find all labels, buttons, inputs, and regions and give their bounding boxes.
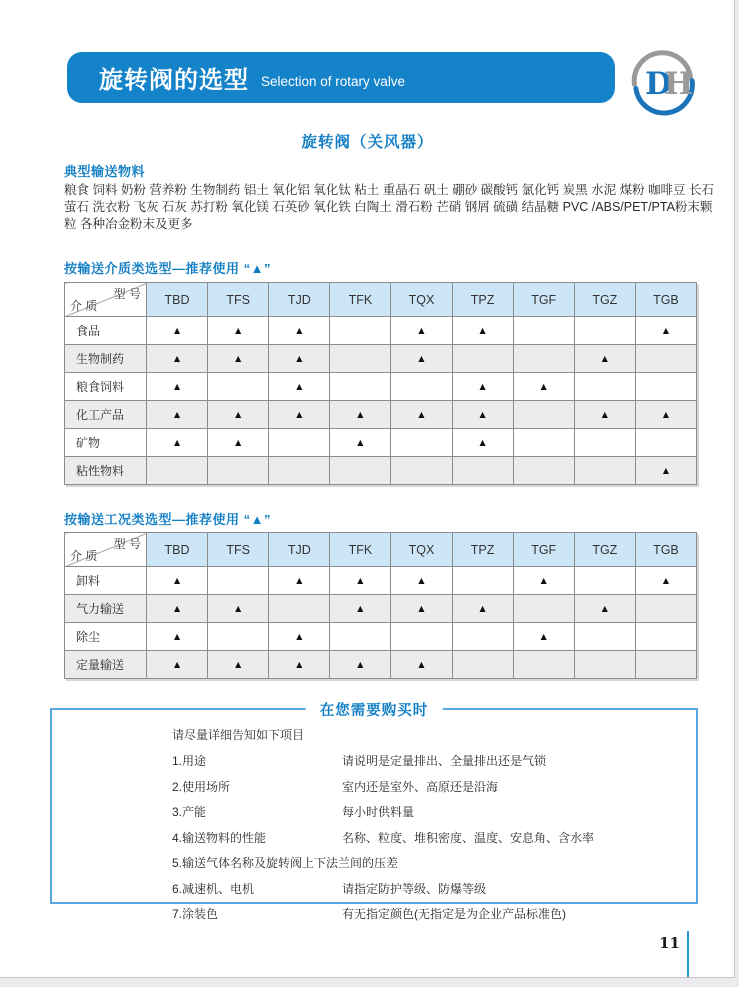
- empty-cell: [330, 623, 391, 651]
- recommend-mark: ▲: [147, 567, 208, 595]
- row-label: 食品: [65, 317, 147, 345]
- empty-cell: [513, 457, 574, 485]
- page-number: 11: [659, 934, 680, 952]
- empty-cell: [452, 345, 513, 373]
- recommend-mark: ▲: [147, 373, 208, 401]
- recommend-mark: ▲: [147, 623, 208, 651]
- table-corner-cell: [65, 533, 147, 567]
- column-header-tfs: TFS: [208, 283, 269, 317]
- empty-cell: [513, 317, 574, 345]
- column-header-tpz: TPZ: [452, 533, 513, 567]
- empty-cell: [452, 457, 513, 485]
- recommend-mark: ▲: [208, 345, 269, 373]
- corner-label-model: 型 号: [113, 287, 141, 301]
- empty-cell: [330, 317, 391, 345]
- purchase-item-value: 每小时供料量: [342, 805, 415, 819]
- recommend-mark: ▲: [452, 317, 513, 345]
- recommend-mark: ▲: [269, 317, 330, 345]
- purchase-item: [172, 854, 696, 871]
- purchase-item-value: 请指定防护等级、防爆等级: [342, 881, 487, 896]
- recommend-mark: ▲: [452, 429, 513, 457]
- media-selection-table: [64, 282, 697, 485]
- table-row: [65, 401, 697, 429]
- purchase-item: [172, 778, 696, 795]
- column-header-tgz: TGZ: [574, 283, 635, 317]
- table-row: [65, 457, 697, 485]
- recommend-mark: ▲: [147, 429, 208, 457]
- empty-cell: [330, 457, 391, 485]
- empty-cell: [330, 373, 391, 401]
- column-header-tqx: TQX: [391, 533, 452, 567]
- purchase-item-label: 7.涂装色: [172, 907, 219, 921]
- recommend-mark: ▲: [208, 401, 269, 429]
- table-row: [65, 623, 697, 651]
- empty-cell: [208, 567, 269, 595]
- empty-cell: [635, 429, 696, 457]
- empty-cell: [452, 623, 513, 651]
- logo-letter-d: D: [645, 66, 672, 102]
- empty-cell: [208, 373, 269, 401]
- empty-cell: [208, 623, 269, 651]
- table-row: [65, 595, 697, 623]
- recommend-mark: ▲: [452, 595, 513, 623]
- recommend-mark: ▲: [391, 317, 452, 345]
- recommend-mark: ▲: [269, 651, 330, 679]
- recommend-mark: ▲: [574, 401, 635, 429]
- recommend-mark: ▲: [574, 345, 635, 373]
- purchase-item-value: 室内还是室外、高原还是沿海: [342, 779, 499, 794]
- empty-cell: [269, 595, 330, 623]
- empty-cell: [513, 345, 574, 373]
- banner-title-en: Selection of rotary valve: [261, 74, 406, 89]
- recommend-mark: ▲: [635, 457, 696, 485]
- empty-cell: [574, 429, 635, 457]
- purchase-item: [172, 880, 696, 897]
- purchase-item: [172, 803, 696, 820]
- column-header-tgb: TGB: [635, 533, 696, 567]
- recommend-mark: ▲: [269, 401, 330, 429]
- empty-cell: [269, 457, 330, 485]
- column-header-tfk: TFK: [330, 533, 391, 567]
- empty-cell: [391, 623, 452, 651]
- recommend-mark: ▲: [513, 623, 574, 651]
- column-header-tjd: TJD: [269, 533, 330, 567]
- row-label: 卸料: [65, 567, 147, 595]
- recommend-mark: ▲: [391, 651, 452, 679]
- purchase-intro: 请尽量详细告知如下项目: [172, 728, 305, 742]
- column-header-tfk: TFK: [330, 283, 391, 317]
- column-header-tbd: TBD: [147, 533, 208, 567]
- header-banner: [67, 52, 615, 103]
- empty-cell: [391, 373, 452, 401]
- purchase-item-label: 4.输送物料的性能: [172, 830, 267, 845]
- purchase-item-value: 请说明是定量排出、全量排出还是气锁: [342, 754, 547, 768]
- table-row: [65, 373, 697, 401]
- column-header-tjd: TJD: [269, 283, 330, 317]
- column-header-tfs: TFS: [208, 533, 269, 567]
- row-label: 粘性物料: [65, 457, 147, 485]
- empty-cell: [452, 567, 513, 595]
- recommend-mark: ▲: [452, 401, 513, 429]
- empty-cell: [513, 429, 574, 457]
- empty-cell: [574, 651, 635, 679]
- column-header-tbd: TBD: [147, 283, 208, 317]
- recommend-mark: ▲: [147, 345, 208, 373]
- purchase-item: [172, 752, 696, 769]
- empty-cell: [635, 345, 696, 373]
- recommend-mark: ▲: [330, 595, 391, 623]
- row-label: 矿物: [65, 429, 147, 457]
- column-header-tpz: TPZ: [452, 283, 513, 317]
- recommend-mark: ▲: [330, 429, 391, 457]
- empty-cell: [513, 651, 574, 679]
- materials-text: 粮食 饲料 奶粉 营养粉 生物制药 铝土 氧化铝 氧化钛 粘土 重晶石 矾土 硼砂 碳酸钙 氯化钙 炭黑 水泥 煤粉 咖啡豆 长石 萤石 洗衣粉 飞灰 石灰 苏打粉 氧化镁 石英砂 氧化铁 白陶土 滑石粉 芒硝 钢屑 硫磺 结晶糖 PVC /ABS/PET/PTA粉末颗粒 各种冶金粉末及更多: [64, 183, 715, 231]
- table-row: [65, 567, 697, 595]
- recommend-mark: ▲: [635, 401, 696, 429]
- purchase-item-label: 6.减速机、电机: [172, 881, 255, 896]
- corner-label-medium: 介 质: [70, 299, 98, 313]
- recommend-mark: ▲: [391, 567, 452, 595]
- materials-heading: 典型输送物料: [64, 164, 146, 179]
- column-header-tgb: TGB: [635, 283, 696, 317]
- table-corner-cell: [65, 283, 147, 317]
- recommend-mark: ▲: [208, 429, 269, 457]
- recommend-mark: ▲: [269, 623, 330, 651]
- purchase-item-label: 5.输送气体名称及旋转阀上下法兰间的压差: [172, 856, 399, 870]
- purchase-item: [172, 829, 696, 846]
- recommend-mark: ▲: [208, 595, 269, 623]
- purchase-item-list: [172, 752, 696, 922]
- purchase-item-label: 2.使用场所: [172, 779, 231, 794]
- empty-cell: [574, 457, 635, 485]
- empty-cell: [635, 623, 696, 651]
- recommend-mark: ▲: [147, 595, 208, 623]
- recommend-mark: ▲: [391, 401, 452, 429]
- empty-cell: [574, 567, 635, 595]
- recommend-mark: ▲: [208, 651, 269, 679]
- recommend-mark: ▲: [635, 317, 696, 345]
- table-row: [65, 651, 697, 679]
- empty-cell: [391, 457, 452, 485]
- dh-logo-icon: [624, 44, 702, 122]
- condition-selection-table: [64, 532, 697, 679]
- column-header-tqx: TQX: [391, 283, 452, 317]
- recommend-mark: ▲: [269, 373, 330, 401]
- column-header-tgf: TGF: [513, 533, 574, 567]
- logo-letter-h: H: [664, 66, 694, 102]
- empty-cell: [574, 623, 635, 651]
- recommend-mark: ▲: [391, 595, 452, 623]
- row-label: 化工产品: [65, 401, 147, 429]
- recommend-mark: ▲: [635, 567, 696, 595]
- recommend-mark: ▲: [513, 567, 574, 595]
- recommend-mark: ▲: [574, 595, 635, 623]
- row-label: 除尘: [65, 623, 147, 651]
- column-header-tgf: TGF: [513, 283, 574, 317]
- table-row: [65, 429, 697, 457]
- corner-label-medium: 介 质: [70, 549, 98, 563]
- condition-table-heading: 按输送工况类选型—推荐使用 “▲”: [64, 512, 271, 527]
- empty-cell: [635, 595, 696, 623]
- empty-cell: [635, 651, 696, 679]
- recommend-mark: ▲: [330, 567, 391, 595]
- empty-cell: [330, 345, 391, 373]
- page-number-accent-line: [687, 931, 689, 978]
- purchase-item-value: 名称、粒度、堆积密度、温度、安息角、含水率: [342, 830, 595, 845]
- row-label: 粮食饲料: [65, 373, 147, 401]
- recommend-mark: ▲: [330, 651, 391, 679]
- empty-cell: [513, 595, 574, 623]
- recommend-mark: ▲: [330, 401, 391, 429]
- table-row: [65, 317, 697, 345]
- media-table-heading: 按输送介质类选型—推荐使用 “▲”: [64, 261, 271, 276]
- recommend-mark: ▲: [147, 317, 208, 345]
- recommend-mark: ▲: [269, 567, 330, 595]
- empty-cell: [513, 401, 574, 429]
- empty-cell: [147, 457, 208, 485]
- empty-cell: [452, 651, 513, 679]
- recommend-mark: ▲: [269, 345, 330, 373]
- row-label: 生物制药: [65, 345, 147, 373]
- empty-cell: [574, 317, 635, 345]
- empty-cell: [269, 429, 330, 457]
- recommend-mark: ▲: [147, 401, 208, 429]
- company-logo: [624, 44, 702, 122]
- empty-cell: [208, 457, 269, 485]
- purchase-item-label: 3.产能: [172, 805, 207, 819]
- empty-cell: [391, 429, 452, 457]
- purchase-item-label: 1.用途: [172, 754, 207, 768]
- row-label: 气力输送: [65, 595, 147, 623]
- column-header-tgz: TGZ: [574, 533, 635, 567]
- empty-cell: [574, 373, 635, 401]
- banner-title-zh: 旋转阀的选型: [99, 67, 249, 94]
- recommend-mark: ▲: [513, 373, 574, 401]
- empty-cell: [635, 373, 696, 401]
- purchase-item-value: 有无指定颜色(无指定是为企业产品标准色): [342, 907, 566, 921]
- page-title: 旋转阀（关风器）: [301, 134, 434, 151]
- purchase-box-title: 在您需要购买时: [306, 699, 443, 720]
- recommend-mark: ▲: [208, 317, 269, 345]
- recommend-mark: ▲: [147, 651, 208, 679]
- purchase-info-box: [50, 703, 698, 921]
- purchase-item: [172, 905, 696, 922]
- corner-label-model: 型 号: [113, 537, 141, 551]
- recommend-mark: ▲: [391, 345, 452, 373]
- table-row: [65, 345, 697, 373]
- row-label: 定量输送: [65, 651, 147, 679]
- recommend-mark: ▲: [452, 373, 513, 401]
